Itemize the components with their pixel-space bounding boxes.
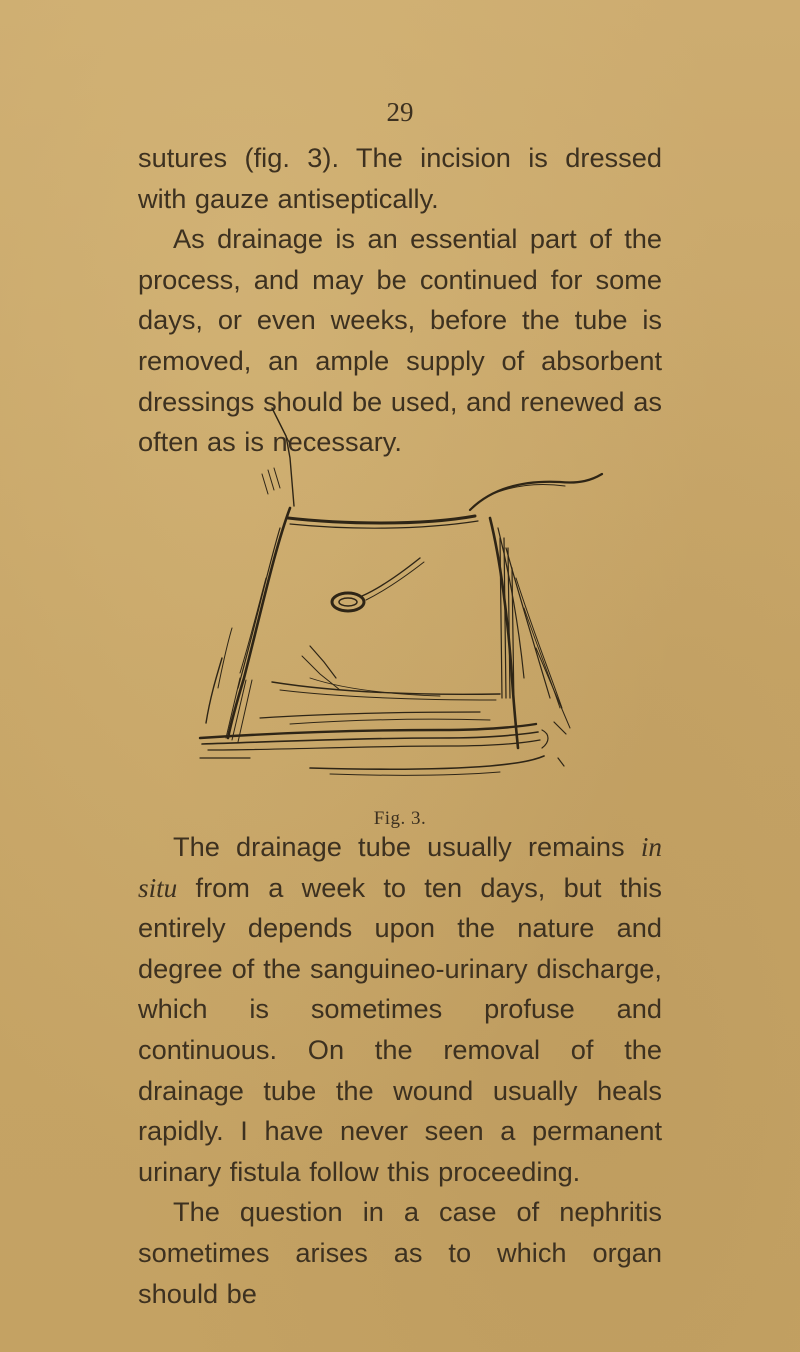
wound-left-wall xyxy=(228,508,290,738)
surgical-wound-drawing xyxy=(140,378,640,808)
text-run: from a week to ten days, but this entirely depends upon the nature and degree of the sanguineo-urinary discharge, which is sometimes profuse and continuous. On the removal of the drainage tube the wound usually heals rapidly. I have never seen a permanent urinary fistula follow this proceeding. xyxy=(138,871,662,1187)
paragraph-continuation: sutures (fig. 3). The incision is dressed with gauze antiseptically. xyxy=(138,142,662,214)
page-number: 29 xyxy=(386,97,414,127)
italic-in-situ: in situ xyxy=(138,832,662,903)
paragraph-drainage-tube xyxy=(138,827,662,1192)
suture-top-left xyxy=(272,408,294,506)
paragraph-drainage: As drainage is an essential part of the process, and may be continued for some days, or even weeks, before the tube is removed, an ample supply of absorbent dressings should be used, and renewed as often as is necessary. xyxy=(138,223,662,458)
tissue-layer-1 xyxy=(200,724,536,738)
bottom-text-block xyxy=(138,827,662,1314)
text-run: The drainage tube usually remains xyxy=(173,831,641,862)
suture-thread xyxy=(470,474,602,510)
tissue-layer-bottom xyxy=(310,756,544,769)
incision-top-edge xyxy=(288,516,475,523)
figure-illustration xyxy=(140,378,640,808)
figure-caption: Fig. 3. xyxy=(373,808,427,829)
drainage-tube-ring xyxy=(332,593,364,611)
paragraph-nephritis: The question in a case of nephritis sometimes arises as to which organ should be xyxy=(138,1196,662,1309)
